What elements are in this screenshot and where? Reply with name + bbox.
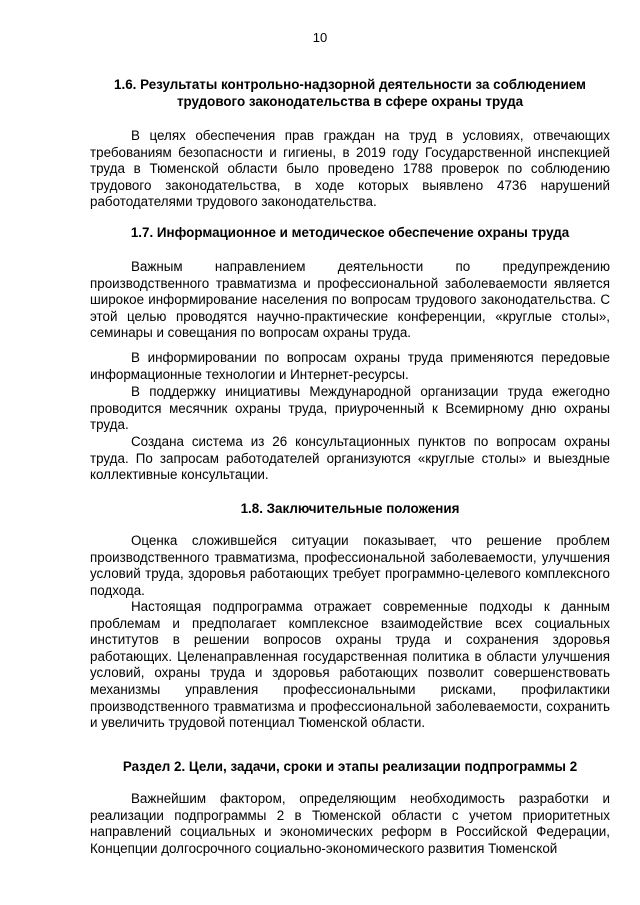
section-2-paragraph: Важнейшим фактором, определяющим необходимость разработки и реализации подпрограммы 2 в Тюменской области с учетом приоритетных направлений социальных и экономических реформ в Российской Федерации, Концепции долгосрочного социально-экономического развития Тюменской (90, 791, 610, 856)
section-1-8-paragraph-1: Оценка сложившейся ситуации показывает, что решение проблем производственного травматизма, профессиональной заболеваемости, улучшения условий труда, здоровья работающих требует программно-целевого комплексного подхода. (90, 533, 610, 598)
section-1-8-paragraph-2: Настоящая подпрограмма отражает современные подходы к данным проблемам и предполагает комплексное взаимодействие всех социальных институтов в решении вопросов охраны труда и сохранения здоровья работающих. Целенаправленная государственная политика в области улучшения условий, охраны труда и здоровья работающих позволит совершенствовать механизмы управления профессиональными рисками, профилактики производственного травматизма и профессиональной заболеваемости, сохранить и увеличить трудовой потенциал Тюменской области. (90, 599, 610, 731)
section-1-7-heading: 1.7. Информационное и методическое обеспечение охраны труда (130, 225, 570, 240)
section-2-heading: Раздел 2. Цели, задачи, сроки и этапы реализации подпрограммы 2 (122, 759, 578, 774)
section-1-6-heading: 1.6. Результаты контрольно-надзорной деятельности за соблюдением трудового законодательства в сфере охраны труда (114, 77, 586, 109)
section-1-7-paragraph-3: В поддержку инициативы Международной организации труда ежегодно проводится месячник охраны труда, приуроченный к Всемирному дню охраны труда. (90, 384, 610, 433)
section-1-7-paragraph-4: Создана система из 26 консультационных пунктов по вопросам охраны труда. По запросам работодателей организуются «круглые столы» и выездные коллективные консультации. (90, 434, 610, 483)
section-1-7-paragraph-1: Важным направлением деятельности по предупреждению производственного травматизма и профессиональной заболеваемости является широкое информирование населения по вопросам трудового законодательства. С этой целью проводятся научно-практические конференции, «круглые столы», семинары и совещания по вопросам охраны труда. (90, 259, 610, 341)
section-1-8-heading: 1.8. Заключительные положения (240, 501, 460, 516)
section-1-7-paragraph-2: В информировании по вопросам охраны труда применяются передовые информационные технологии и Интернет-ресурсы. (90, 350, 610, 382)
section-1-6-paragraph: В целях обеспечения прав граждан на труд в условиях, отвечающих требованиям безопасности и гигиены, в 2019 году Государственной инспекцией труда в Тюменской области было проведено 1788 проверок по соблюдению трудового законодательства, в ходе которых выявлено 4736 нарушений работодателями трудового законодательства. (90, 128, 610, 210)
page-number: 10 (312, 30, 328, 45)
